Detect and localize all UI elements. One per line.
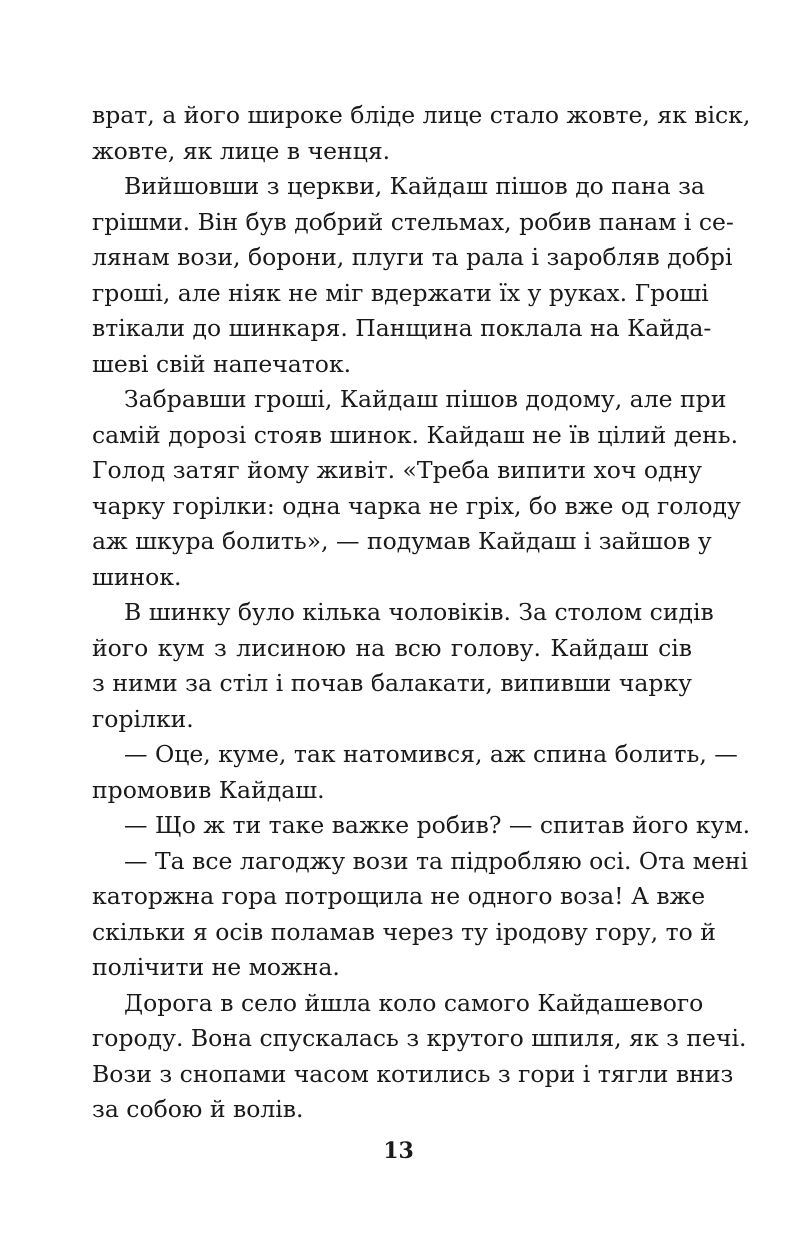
text-line: чарку горілки: одна чарка не гріх, бо вже од голоду — [92, 491, 741, 520]
paragraph-5 — [92, 737, 738, 808]
text-line: Голод затяг йому живіт. «Треба випити хоч одну — [92, 456, 703, 484]
text-line: — Та все лагоджу вози та підробляю осі. Ота мені — [124, 846, 749, 875]
text-line: Забравши гроші, Кайдаш пішов додому, але при — [124, 385, 727, 413]
text-line: гроші, але ніяк не міг вдержати їх у руках. Гроші — [92, 278, 709, 307]
text-line: самій дорозі стояв шинок. Кайдаш не їв цілий день. — [92, 420, 739, 449]
paragraph-4 — [92, 595, 714, 737]
paragraph-8 — [92, 986, 747, 1128]
text-line: його кум з лисиною на всю голову. Кайдаш сів — [92, 633, 692, 662]
text-line: врат, а його широке бліде лице стало жовте, як віск, — [92, 101, 751, 129]
text-line: В шинку було кілька чоловіків. За столом сидів — [124, 598, 714, 626]
paragraph-7 — [92, 844, 749, 986]
text-line: шеві свій напечаток. — [92, 349, 352, 378]
text-line: Вийшовши з церкви, Кайдаш пішов до пана за — [124, 172, 705, 200]
paragraph-1 — [92, 98, 751, 169]
text-line: промовив Кайдаш. — [92, 775, 325, 804]
paragraph-2 — [92, 169, 734, 382]
text-line: скільки я осів поламав через ту іродову гору, то й — [92, 917, 716, 946]
paragraph-3 — [92, 382, 741, 595]
text-line: за собою й волів. — [92, 1095, 304, 1123]
text-line: втікали до шинкаря. Панщина поклала на Кайда- — [92, 314, 712, 342]
text-line: жовте, як лице в ченця. — [92, 136, 391, 165]
page-text — [92, 98, 751, 1128]
text-line: лянам вози, борони, плуги та рала і заробляв добрі — [92, 243, 733, 271]
text-line: горілки. — [92, 704, 194, 733]
text-line: з ними за стіл і почав балакати, випивши чарку — [92, 669, 692, 697]
text-line: полічити не можна. — [92, 953, 340, 981]
text-line: Дорога в село йшла коло самого Кайдашевого — [124, 988, 704, 1017]
text-line: городу. Вона спускалась з крутого шпиля, як з печі. — [92, 1024, 747, 1052]
text-line: аж шкура болить», — подумав Кайдаш і зайшов у — [92, 527, 712, 555]
paragraph-6 — [92, 808, 751, 844]
page-number: 13 — [383, 1138, 414, 1164]
text-line: Вози з снопами часом котились з гори і тягли вниз — [92, 1059, 734, 1088]
text-line: грішми. Він був добрий стельмах, робив панам і се- — [92, 207, 734, 236]
text-line: каторжна гора потрощила не одного воза! А вже — [92, 882, 706, 910]
text-line: шинок. — [92, 562, 182, 591]
text-line: — Що ж ти таке важке робив? — спитав його кум. — [124, 811, 751, 839]
text-line: — Оце, куме, так натомився, аж спина болить, — — [124, 740, 738, 768]
